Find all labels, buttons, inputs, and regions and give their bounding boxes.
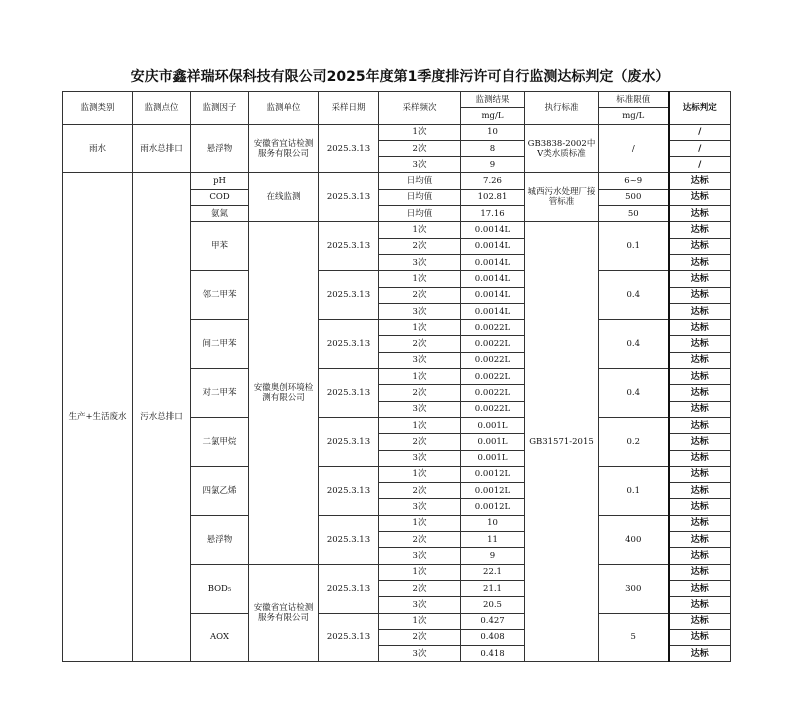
limit-cell: 6~9 (599, 173, 669, 189)
judge-cell: 达标 (669, 352, 731, 368)
judge-cell: / (669, 124, 731, 140)
judge-cell: 达标 (669, 238, 731, 254)
freq-cell: 3次 (379, 499, 461, 515)
freq-cell: 3次 (379, 646, 461, 662)
judge-cell: 达标 (669, 564, 731, 580)
judge-cell: 达标 (669, 515, 731, 531)
result-cell: 20.5 (461, 597, 525, 613)
freq-cell: 2次 (379, 336, 461, 352)
result-cell: 0.418 (461, 646, 525, 662)
judge-cell: 达标 (669, 189, 731, 205)
header-factor: 监测因子 (191, 92, 249, 125)
header-standard: 执行标准 (525, 92, 599, 125)
freq-cell: 1次 (379, 417, 461, 433)
header-row (63, 92, 731, 108)
result-cell: 9 (461, 548, 525, 564)
freq-cell: 日均值 (379, 189, 461, 205)
limit-cell: 300 (599, 564, 669, 613)
freq-cell: 1次 (379, 271, 461, 287)
result-cell: 0.0012L (461, 466, 525, 482)
freq-cell: 日均值 (379, 173, 461, 189)
header-point: 监测点位 (133, 92, 191, 125)
limit-cell: 0.4 (599, 369, 669, 418)
freq-cell: 1次 (379, 466, 461, 482)
unit-cell: 安徽奥创环境检测有限公司 (249, 222, 319, 564)
result-cell: 0.001L (461, 450, 525, 466)
limit-cell: 0.4 (599, 271, 669, 320)
result-cell: 0.0014L (461, 238, 525, 254)
judge-cell: 达标 (669, 369, 731, 385)
standard-cell: GB3838-2002中V类水质标准 (525, 124, 599, 173)
result-cell: 0.0014L (461, 271, 525, 287)
standard-cell: GB31571-2015 (525, 222, 599, 662)
result-cell: 0.0012L (461, 499, 525, 515)
header-unit: 监测单位 (249, 92, 319, 125)
factor-cell: 二氯甲烷 (191, 417, 249, 466)
header-date: 采样日期 (319, 92, 379, 125)
freq-cell: 日均值 (379, 206, 461, 222)
freq-cell: 1次 (379, 222, 461, 238)
judge-cell: 达标 (669, 401, 731, 417)
table-row (63, 173, 731, 189)
result-cell: 0.0022L (461, 401, 525, 417)
result-cell: 0.408 (461, 629, 525, 645)
limit-cell: 5 (599, 613, 669, 662)
date-cell: 2025.3.13 (319, 564, 379, 613)
freq-cell: 3次 (379, 450, 461, 466)
date-cell: 2025.3.13 (319, 271, 379, 320)
judge-cell: 达标 (669, 532, 731, 548)
date-cell: 2025.3.13 (319, 173, 379, 222)
freq-cell: 2次 (379, 532, 461, 548)
judge-cell: 达标 (669, 629, 731, 645)
factor-cell: AOX (191, 613, 249, 662)
freq-cell: 3次 (379, 597, 461, 613)
category-cell: 生产+生活废水 (63, 173, 133, 662)
judge-cell: 达标 (669, 254, 731, 270)
result-cell: 10 (461, 515, 525, 531)
result-cell: 0.0022L (461, 320, 525, 336)
judge-cell: 达标 (669, 271, 731, 287)
freq-cell: 1次 (379, 320, 461, 336)
result-cell: 8 (461, 140, 525, 156)
point-cell: 雨水总排口 (133, 124, 191, 173)
result-cell: 0.0022L (461, 352, 525, 368)
result-cell: 0.0014L (461, 222, 525, 238)
factor-cell: COD (191, 189, 249, 205)
result-cell: 0.0022L (461, 336, 525, 352)
result-cell: 17.16 (461, 206, 525, 222)
header-freq: 采样频次 (379, 92, 461, 125)
limit-cell: 0.2 (599, 417, 669, 466)
judge-cell: 达标 (669, 336, 731, 352)
factor-cell: BOD₅ (191, 564, 249, 613)
header-limit: 标准限值 (599, 92, 669, 108)
freq-cell: 2次 (379, 629, 461, 645)
freq-cell: 2次 (379, 238, 461, 254)
judge-cell: 达标 (669, 580, 731, 596)
factor-cell: 间二甲苯 (191, 320, 249, 369)
monitoring-table (62, 91, 731, 662)
freq-cell: 2次 (379, 140, 461, 156)
result-cell: 0.0014L (461, 303, 525, 319)
header-limit-unit: mg/L (599, 108, 669, 124)
result-cell: 102.81 (461, 189, 525, 205)
freq-cell: 1次 (379, 564, 461, 580)
document-title: 安庆市鑫祥瑞环保科技有限公司2025年度第1季度排污许可自行监测达标判定（废水） (130, 69, 670, 85)
result-cell: 9 (461, 157, 525, 173)
judge-cell: 达标 (669, 417, 731, 433)
freq-cell: 2次 (379, 483, 461, 499)
judge-cell: 达标 (669, 173, 731, 189)
freq-cell: 2次 (379, 287, 461, 303)
factor-cell: 四氯乙烯 (191, 466, 249, 515)
factor-cell: pH (191, 173, 249, 189)
judge-cell: 达标 (669, 303, 731, 319)
judge-cell: 达标 (669, 646, 731, 662)
result-cell: 0.427 (461, 613, 525, 629)
date-cell: 2025.3.13 (319, 613, 379, 662)
factor-cell: 邻二甲苯 (191, 271, 249, 320)
freq-cell: 3次 (379, 254, 461, 270)
limit-cell: / (599, 124, 669, 173)
result-cell: 10 (461, 124, 525, 140)
freq-cell: 1次 (379, 369, 461, 385)
freq-cell: 1次 (379, 515, 461, 531)
freq-cell: 3次 (379, 352, 461, 368)
result-cell: 21.1 (461, 580, 525, 596)
factor-cell: 悬浮物 (191, 124, 249, 173)
result-cell: 0.0022L (461, 385, 525, 401)
unit-cell: 安徽省宜诂检测服务有限公司 (249, 564, 319, 662)
judge-cell: 达标 (669, 287, 731, 303)
category-cell: 雨水 (63, 124, 133, 173)
date-cell: 2025.3.13 (319, 369, 379, 418)
table-row (63, 124, 731, 140)
point-cell: 污水总排口 (133, 173, 191, 662)
result-cell: 0.001L (461, 417, 525, 433)
judge-cell: 达标 (669, 206, 731, 222)
freq-cell: 2次 (379, 580, 461, 596)
result-cell: 0.0014L (461, 254, 525, 270)
judge-cell: 达标 (669, 466, 731, 482)
date-cell: 2025.3.13 (319, 320, 379, 369)
result-cell: 7.26 (461, 173, 525, 189)
judge-cell: / (669, 157, 731, 173)
freq-cell: 2次 (379, 385, 461, 401)
factor-cell: 氨氮 (191, 206, 249, 222)
freq-cell: 1次 (379, 613, 461, 629)
judge-cell: 达标 (669, 483, 731, 499)
result-cell: 0.001L (461, 434, 525, 450)
result-cell: 0.0014L (461, 287, 525, 303)
freq-cell: 2次 (379, 434, 461, 450)
freq-cell: 3次 (379, 157, 461, 173)
header-category: 监测类别 (63, 92, 133, 125)
factor-cell: 对二甲苯 (191, 369, 249, 418)
result-cell: 11 (461, 532, 525, 548)
header-result: 监测结果 (461, 92, 525, 108)
freq-cell: 3次 (379, 303, 461, 319)
header-judge: 达标判定 (669, 92, 731, 125)
date-cell: 2025.3.13 (319, 222, 379, 271)
unit-cell: 在线监测 (249, 173, 319, 222)
freq-cell: 3次 (379, 548, 461, 564)
judge-cell: 达标 (669, 222, 731, 238)
result-cell: 0.0012L (461, 483, 525, 499)
judge-cell: 达标 (669, 450, 731, 466)
header-result-unit: mg/L (461, 108, 525, 124)
judge-cell: 达标 (669, 434, 731, 450)
judge-cell: 达标 (669, 597, 731, 613)
result-cell: 0.0022L (461, 369, 525, 385)
date-cell: 2025.3.13 (319, 124, 379, 173)
unit-cell: 安徽省宜诂检测服务有限公司 (249, 124, 319, 173)
limit-cell: 50 (599, 206, 669, 222)
judge-cell: 达标 (669, 613, 731, 629)
factor-cell: 甲苯 (191, 222, 249, 271)
date-cell: 2025.3.13 (319, 417, 379, 466)
limit-cell: 0.1 (599, 466, 669, 515)
judge-cell: 达标 (669, 385, 731, 401)
date-cell: 2025.3.13 (319, 466, 379, 515)
limit-cell: 0.1 (599, 222, 669, 271)
date-cell: 2025.3.13 (319, 515, 379, 564)
judge-cell: 达标 (669, 320, 731, 336)
freq-cell: 3次 (379, 401, 461, 417)
factor-cell: 悬浮物 (191, 515, 249, 564)
judge-cell: 达标 (669, 499, 731, 515)
limit-cell: 0.4 (599, 320, 669, 369)
judge-cell: 达标 (669, 548, 731, 564)
freq-cell: 1次 (379, 124, 461, 140)
limit-cell: 500 (599, 189, 669, 205)
result-cell: 22.1 (461, 564, 525, 580)
judge-cell: / (669, 140, 731, 156)
standard-cell: 城西污水处理厂接管标准 (525, 173, 599, 222)
limit-cell: 400 (599, 515, 669, 564)
